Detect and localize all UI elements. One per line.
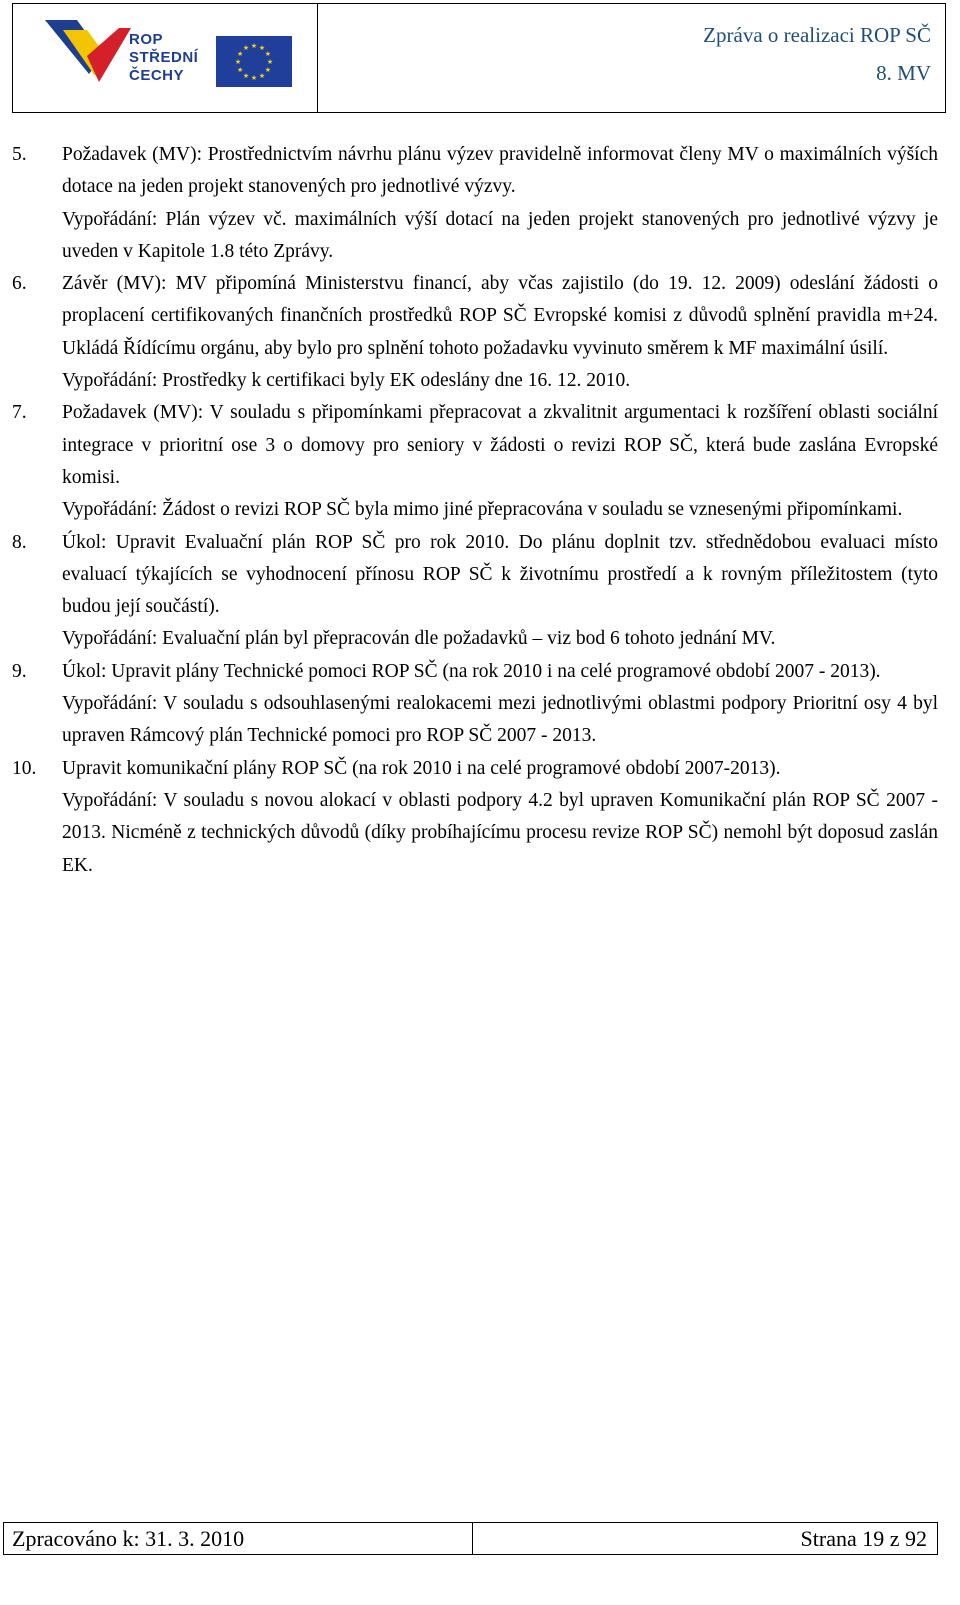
list-item [12,527,938,656]
page-footer [3,1522,938,1555]
item-resolution: Vypořádání: V souladu s novou alokací v oblasti podpory 4.2 byl upraven Komunikační plán ROP SČ 2007 - 2013. Nicméně z technických důvodů (díky probíhajícímu procesu revize ROP SČ) nemohl být doposud zaslán EK. [62,789,938,876]
item-resolution: Vypořádání: Evaluační plán byl přepracován dle požadavků – viz bod 6 tohoto jednání MV. [62,628,776,650]
item-resolution: Vypořádání: Žádost o revizi ROP SČ byla mimo jiné přepracována v souladu se vznesenými připomínkami. [62,499,903,521]
rop-logo-icon [43,16,133,86]
main-content [12,139,938,882]
item-number: 6. [12,273,27,295]
item-paragraph: Úkol: Upravit Evaluační plán ROP SČ pro rok 2010. Do plánu doplnit tzv. střednědobou evaluaci místo evaluací týkajících se vyhodnocení přínosu ROP SČ k životnímu prostředí a k rovným příležitostem (tyto budou její součástí). [62,531,938,618]
list-item [12,397,938,526]
eu-star-icon: ★ [266,58,274,66]
eu-star-icon: ★ [242,71,250,80]
item-resolution: Vypořádání: Prostředky k certifikaci byly EK odeslány dne 16. 12. 2010. [62,370,631,392]
logo-line-3: ČECHY [129,67,185,84]
page-header [12,3,946,115]
item-paragraph: Požadavek (MV): V souladu s připomínkami přepracovat a zkvalitnit argumentaci k rozšíření oblasti sociální integrace v prioritní ose 3 o domovy pro seniory v žádosti o revizi ROP SČ, která bude zaslána Evropské komisi. [62,402,938,488]
item-resolution: Vypořádání: Plán výzev vč. maximálních výší dotací na jeden projekt stanovených pro jednotlivé výzvy je uveden v Kapitole 1.8 této Zprávy. [62,208,938,262]
eu-star-icon: ★ [258,44,266,53]
item-number: 5. [12,144,27,165]
eu-star-icon: ★ [264,50,272,58]
list-item [12,753,938,882]
item-number: 7. [12,402,27,424]
item-paragraph: Požadavek (MV): Prostřednictvím návrhu plánu výzev pravidelně informovat členy MV o maximálních výších dotace na jeden projekt stanovených pro jednotlivé výzvy. [62,144,938,198]
eu-star-icon: ★ [236,50,244,58]
eu-star-icon: ★ [250,42,258,50]
item-paragraph: Upravit komunikační plány ROP SČ (na rok 2010 i na celé programové období 2007-2013). [62,757,781,779]
logo-box [12,3,318,113]
eu-star-icon: ★ [250,74,258,82]
eu-star-icon: ★ [264,66,272,74]
eu-star-icon: ★ [242,44,250,53]
eu-star-icon: ★ [234,58,242,66]
item-paragraph: Závěr (MV): MV připomíná Ministerstvu financí, aby včas zajistilo (do 19. 12. 2009) odeslání žádosti o proplacení certifikovaných finančních prostředků ROP SČ Evropské komisi z důvodů splnění pravidla m+24. Ukládá Řídícímu orgánu, aby bylo pro splnění tohoto požadavku vyvinuto směrem k MF maximální úsilí. [62,273,938,359]
document-section: 8. MV [876,61,931,85]
title-box [318,3,946,113]
item-number: 8. [12,531,27,553]
eu-flag-icon [216,36,292,87]
list-item [12,139,938,268]
logo-text [129,31,198,85]
item-number: 9. [12,660,27,682]
item-number: 10. [12,757,37,779]
item-paragraph: Úkol: Upravit plány Technické pomoci ROP SČ (na rok 2010 i na celé programové období 2007 - 2013). [62,660,881,682]
list-item [12,656,938,753]
list-item [12,268,938,397]
eu-star-icon: ★ [236,66,244,74]
item-resolution: Vypořádání: V souladu s odsouhlasenými realokacemi mezi jednotlivými oblastmi podpory Prioritní osy 4 byl upraven Rámcový plán Technické pomoci pro ROP SČ 2007 - 2013. [62,693,938,747]
page-number: Strana 19 z 92 [473,1522,938,1555]
logo-line-2: STŘEDNÍ [129,49,199,66]
processed-date: Zpracováno k: 31. 3. 2010 [3,1522,473,1555]
logo-line-1: ROP [129,31,164,48]
eu-star-icon: ★ [258,71,266,80]
document-title: Zpráva o realizaci ROP SČ [703,23,931,47]
